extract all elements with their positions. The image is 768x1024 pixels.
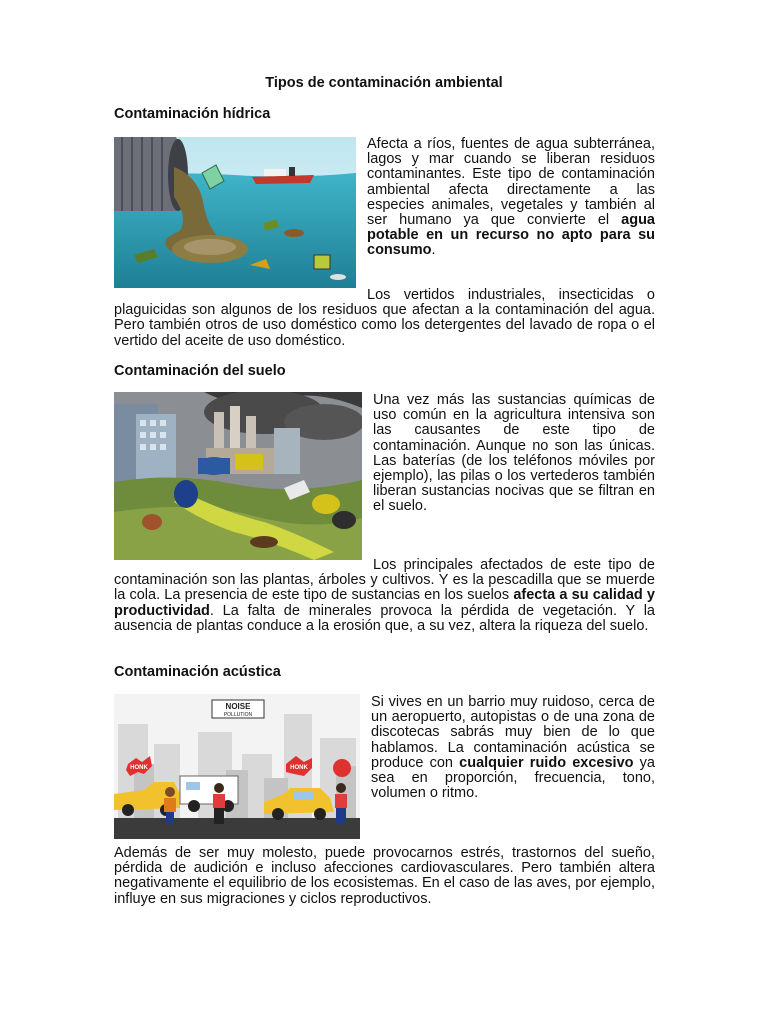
- water-pollution-side-text: [367, 137, 655, 259]
- soil-pollution-illustration: [114, 392, 362, 560]
- water-pollution-paragraph: Los vertidos industriales, insecticidas o plaguicidas son algunos de los residuos que afectan a la contaminación del agua. Pero también otros de uso doméstico como los detergentes del lavado de ropa o el vertido del aceite de uso doméstico.: [114, 287, 655, 349]
- noise-side-text-bold: cualquier ruido excesivo: [459, 754, 634, 771]
- noise-side-text-part2: ya sea en proporción, frecuencia, tono, volumen o ritmo.: [371, 754, 655, 802]
- noise-pollution-illustration: [114, 694, 360, 839]
- soil-pollution-side-text: Una vez más las sustancias químicas de uso común en la agricultura intensiva son las causantes de este tipo de contaminación. Aunque no son las únicas. Las baterías (de los teléfonos móviles por ejemplo), las pilas o los vertederos también liberan sustancias nocivas que se filtran en el suelo.: [373, 392, 655, 515]
- soil-paragraph-bold: afecta a su calidad y productividad: [114, 587, 655, 619]
- heading-water-pollution: Contaminación hídrica: [114, 106, 271, 122]
- noise-pollution-paragraph: Además de ser muy molesto, puede provocarnos estrés, trastornos del sueño, pérdida de audición e incluso afecciones cardiovasculares. Pero también altera negativamente el equilibrio de los ecosistemas. En el caso de las aves, por ejemplo, influye en sus migraciones y ciclos reproductivos.: [114, 845, 655, 907]
- noise-pollution-side-text: [371, 695, 655, 801]
- soil-pollution-drawing: [114, 392, 362, 560]
- noise-banner-title: NOISE: [225, 702, 251, 711]
- water-pollution-illustration: [114, 137, 356, 288]
- noise-banner-subtitle: POLLUTION: [223, 712, 253, 718]
- water-pollution-drawing: [114, 137, 356, 288]
- water-side-text-part1: Afecta a ríos, fuentes de agua subterránea, lagos y mar cuando se liberan residuos contaminantes. Este tipo de contaminación ambiental afecta directamente a las especies animales, vegetales y también al ser humano ya que convierte el: [367, 136, 655, 229]
- water-side-text-part2: .: [431, 242, 436, 259]
- honk-label-left: HONK: [130, 765, 148, 771]
- heading-noise-pollution: Contaminación acústica: [114, 664, 281, 680]
- soil-paragraph-part2: . La falta de minerales provoca la pérdida de vegetación. Y la ausencia de plantas conduce a la erosión que, a su vez, altera la riqueza del suelo.: [114, 602, 655, 634]
- heading-soil-pollution: Contaminación del suelo: [114, 363, 286, 379]
- honk-label-right: HONK: [290, 765, 308, 771]
- water-side-text-bold: agua potable en un recurso no apto para su consumo: [367, 212, 655, 259]
- noise-pollution-drawing: [114, 694, 360, 839]
- noise-side-text-part1: Si vives en un barrio muy ruidoso, cerca de un aeropuerto, autopistas o de una zona de discotecas sabrás muy bien de lo que hablamos. La contaminación acústica se produce con: [371, 694, 655, 771]
- soil-pollution-paragraph: [114, 558, 655, 634]
- soil-paragraph-part1: Los principales afectados de este tipo de contaminación son las plantas, árboles y cultivos. Y es la pescadilla que se muerde la cola. La presencia de este tipo de sustancias en los suelos: [114, 557, 655, 604]
- document-title: Tipos de contaminación ambiental: [265, 75, 503, 91]
